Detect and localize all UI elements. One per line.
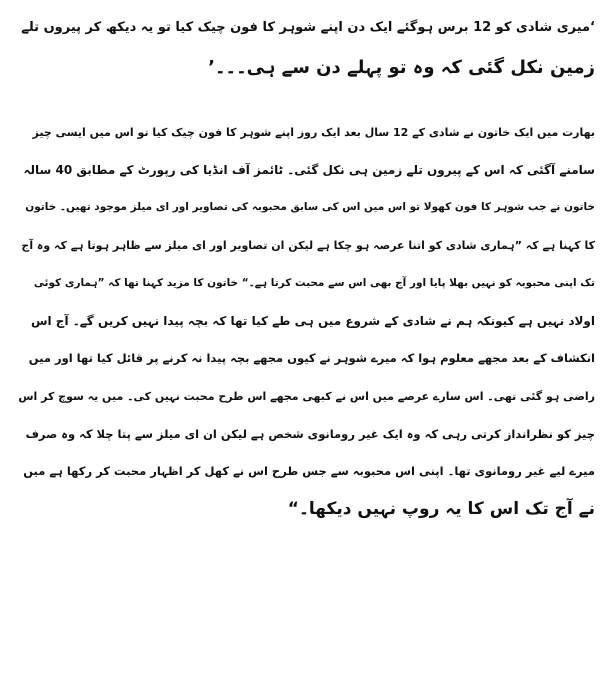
- body-line: راضی ہو گئی تھی۔ اس سارے عرصے میں اس نے کبھی مجھے اس طرح محبت نہیں کی۔ میں یہ سوچ کر اس: [18, 389, 595, 403]
- body-line: میرے لیے غیر رومانوی تھا۔ اپنی اس محبوبہ سے جس طرح اس نے کھل کر اظہار محبت کر رکھا ہے میں: [23, 464, 595, 479]
- headline-line: زمین نکل گئی کہ وہ تو پہلے دن سے ہی۔۔۔’: [208, 57, 595, 78]
- body-line: نے آج تک اس کا یہ روپ نہیں دیکھا۔“: [287, 499, 595, 520]
- body-line: انکشاف کے بعد مجھے معلوم ہوا کہ میرے شوہر نے کیوں مجھے بچہ پیدا نہ کرنے پر قائل کیا تھا اور میں: [28, 351, 595, 366]
- body-line: سامنے آگئی کہ اس کے پیروں تلے زمین ہی نکل گئی۔ ٹائمز آف انڈیا کی رپورٹ کے مطابق 40 سالہ: [23, 162, 595, 177]
- body-line: اولاد نہیں ہے کیونکہ ہم نے شادی کے شروع میں ہی طے کیا تھا کہ بچہ پیدا نہیں کریں گے۔ آج اس: [30, 313, 595, 328]
- headline-line: ‘میری شادی کو 12 برس ہوگئے ایک دن اپنے شوہر کا فون چیک کیا تو یہ دیکھ کر پیروں تلے: [21, 20, 595, 35]
- body-line: چیز کو نظرانداز کرتی رہی کہ وہ ایک غیر رومانوی شخص ہے لیکن ان ای میلز سے پتا چلا کہ وہ صرف: [25, 426, 595, 441]
- headline: [14, 8, 595, 88]
- body-line: تک اپنی محبوبہ کو نہیں بھلا پایا اور آج بھی اس سے محبت کرتا ہے۔“ خاتون کا مزید کہنا تھا کہ ”ہماری کوئی: [33, 276, 595, 289]
- body-line: کا کہنا ہے کہ ”ہماری شادی کو اتنا عرصہ ہو چکا ہے لیکن ان تصاویر اور ای میلز سے ظاہر ہوتا ہے کہ وہ آج: [21, 239, 595, 253]
- body-line: خاتون نے جب شوہر کا فون کھولا تو اس میں اس کی سابق محبوبہ کی تصاویر اور ای میلز موجود تھیں۔ خاتون: [25, 201, 595, 214]
- article-body: [14, 114, 595, 529]
- body-line: بھارت میں ایک خاتون نے شادی کے 12 سال بعد ایک روز اپنے شوہر کا فون چیک کیا تو اس میں ایسی چیز: [32, 126, 595, 139]
